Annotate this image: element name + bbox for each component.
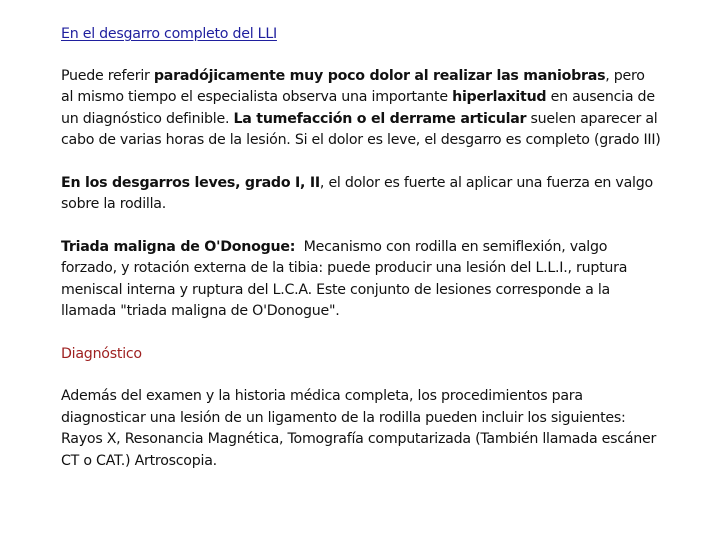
document-body: [61, 24, 661, 472]
emphasis-pain: paradójicamente muy poco dolor al realizar las maniobras: [153, 67, 606, 84]
paragraph-complete-tear: [61, 66, 661, 152]
text-run: Puede referir: [61, 67, 154, 84]
paragraph-mild-tears: [61, 173, 661, 216]
text-run: , el dolor es fuerte al aplicar una fuerza en valgo sobre la rodilla.: [61, 174, 653, 212]
emphasis-hyperlaxity: hiperlaxitud: [452, 89, 547, 105]
paragraph-odonogue-triad: [61, 237, 661, 323]
text-run: Además del examen y la historia médica completa, los procedimientos para diagnosticar una lesión de un ligamento de la rodilla pueden incluir los siguientes:: [61, 388, 626, 426]
section-title: En el desgarro completo del LLI: [61, 26, 277, 42]
text-run: suelen aparecer al cabo de varias horas de la lesión. Si el dolor es leve, el desgarro es completo (grado III): [61, 110, 661, 148]
diagnosis-heading: Diagnóstico: [61, 345, 142, 362]
emphasis-swelling: La tumefacción o el derrame articular: [233, 110, 527, 127]
paragraph-diagnosis: [61, 386, 661, 472]
text-run: en ausencia de un diagnóstico definible.: [61, 89, 655, 127]
text-run: , pero al mismo tiempo el especialista observa una importante: [61, 67, 645, 105]
text-run: Mecanismo con rodilla en semiflexión, valgo forzado, y rotación externa de la tibia: puede producir una lesión del L.L.I., ruptura meniscal interna y ruptura del L.C.A. Este conjunto de lesiones corresponde a la llamada "triada maligna de O'Donogue".: [61, 238, 632, 319]
text-run: Rayos X, Resonancia Magnética, Tomografía computarizada (También llamada escáner CT o CAT.) Artroscopia.: [61, 431, 657, 469]
emphasis-triad-title: Triada maligna de O'Donogue:: [61, 238, 296, 255]
emphasis-mild-grades: En los desgarros leves, grado I, II: [61, 174, 320, 191]
